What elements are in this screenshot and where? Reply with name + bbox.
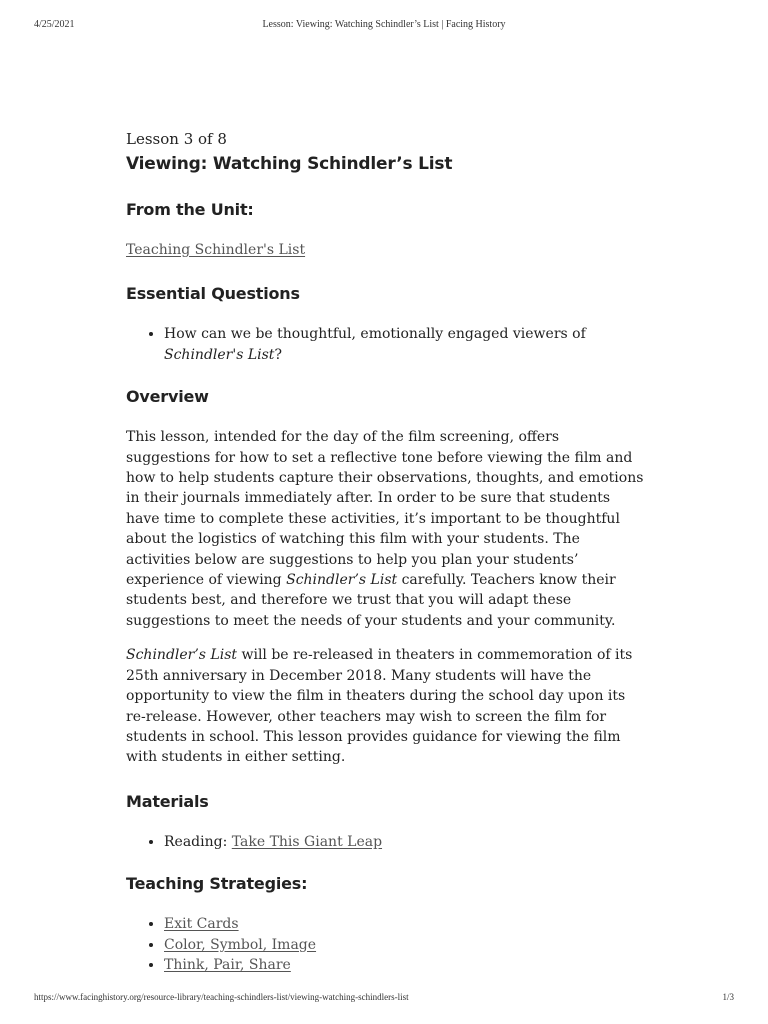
lesson-number: Lesson 3 of 8 bbox=[126, 130, 227, 148]
strategy-link-exit-cards[interactable]: Exit Cards bbox=[164, 916, 239, 933]
materials-list bbox=[126, 832, 646, 852]
print-page-number: 1/3 bbox=[722, 992, 734, 1002]
lesson-content bbox=[126, 128, 646, 975]
essential-question-end: ? bbox=[274, 346, 282, 363]
essential-question-film-title: Schindler's List bbox=[164, 346, 275, 363]
print-header bbox=[0, 19, 768, 33]
unit-heading: From the Unit: bbox=[126, 200, 254, 219]
strategy-link-think-pair-share[interactable]: Think, Pair, Share bbox=[164, 956, 291, 973]
print-page-title: Lesson: Viewing: Watching Schindler’s List | Facing History bbox=[262, 19, 506, 30]
reading-link[interactable]: Take This Giant Leap bbox=[231, 833, 383, 850]
overview-p2-text: will be re-released in theaters in commemoration of its 25th anniversary in December 2018. Many students will have the opportunity to view the film in theaters during the school day upon its re-release. However, other teachers may wish to screen the film for students in school. This lesson provides guidance for viewing the film with students in either setting. bbox=[126, 647, 633, 766]
overview-p2-film-title: Schindler’s List bbox=[126, 647, 238, 664]
print-footer bbox=[0, 992, 768, 1006]
essential-question-text: How can we be thoughtful, emotionally engaged viewers of bbox=[164, 326, 586, 343]
strategy-item bbox=[164, 935, 646, 955]
essential-questions-list bbox=[126, 324, 646, 365]
print-url: https://www.facinghistory.org/resource-library/teaching-schindlers-list/viewing-watching-schindlers-list bbox=[34, 992, 409, 1002]
materials-heading: Materials bbox=[126, 791, 209, 811]
overview-p1-text: This lesson, intended for the day of the film screening, offers suggestions for how to set a reflective tone before viewing the film and how to help students capture their observations, thoughts, and emotions in their journals immediately after. In order to be sure that students have time to complete these activities, it’s important to be thoughtful about the logistics of watching this film with your students. The activities below are suggestions to help you plan your students’ experience of viewing bbox=[126, 429, 644, 589]
strategy-item bbox=[164, 914, 646, 934]
materials-item bbox=[164, 832, 646, 852]
essential-question-item bbox=[164, 324, 646, 365]
unit-link-paragraph bbox=[126, 240, 646, 260]
overview-paragraph-1 bbox=[126, 427, 646, 631]
essential-questions-heading: Essential Questions bbox=[126, 284, 300, 304]
strategy-link-color-symbol-image[interactable]: Color, Symbol, Image bbox=[164, 936, 317, 953]
lesson-title: Viewing: Watching Schindler’s List bbox=[126, 154, 453, 174]
teaching-strategies-list bbox=[126, 914, 646, 975]
reading-label: Reading: bbox=[164, 833, 232, 850]
overview-heading: Overview bbox=[126, 387, 209, 407]
print-date: 4/25/2021 bbox=[34, 19, 75, 30]
teaching-strategies-heading: Teaching Strategies: bbox=[126, 874, 308, 894]
strategy-item bbox=[164, 955, 646, 975]
overview-p1-end: carefully. Teachers know their students best, and therefore we trust that you will adapt these suggestions to meet the needs of your students and your community. bbox=[126, 572, 616, 629]
overview-paragraph-2 bbox=[126, 645, 646, 767]
unit-link[interactable]: Teaching Schindler's List bbox=[126, 242, 306, 258]
overview-p1-film-title: Schindler’s List bbox=[286, 572, 398, 589]
